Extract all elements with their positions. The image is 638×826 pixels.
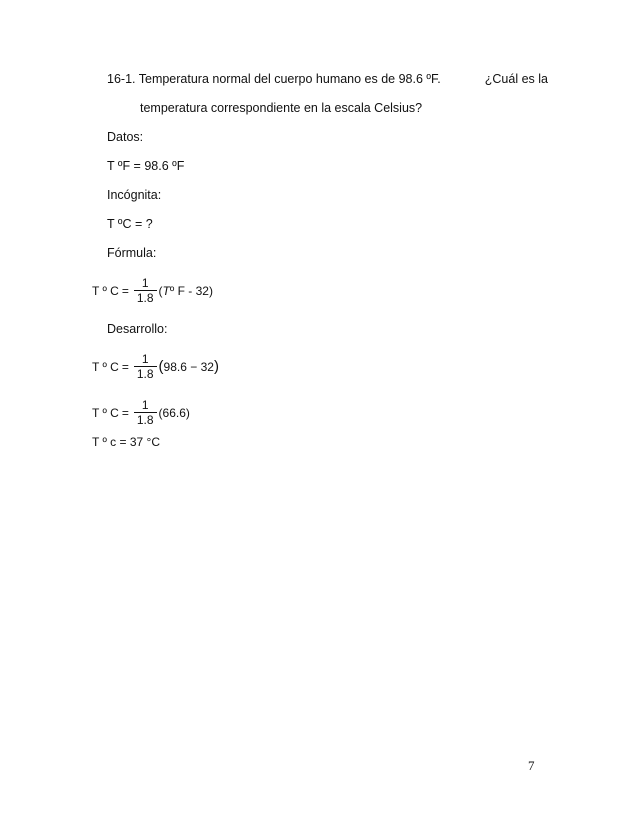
step2-fraction <box>134 398 157 427</box>
problem-statement-line2: temperatura correspondiente en la escala Celsius? <box>140 101 423 115</box>
step1-paren-open: ( <box>158 358 164 375</box>
problem-text: 16-1. Temperatura normal del cuerpo humano es de 98.6 ºF. <box>107 72 441 86</box>
page-number: 7 <box>528 758 535 773</box>
step1-expression: 98.6 − 32 <box>163 359 214 374</box>
formula-lhs: T º C <box>92 283 119 298</box>
result-text: T º c = 37 °C <box>92 435 160 449</box>
incognita-value: T ºC = ? <box>107 217 153 231</box>
problem-statement-line1 <box>107 72 548 86</box>
equals-sign: = <box>121 283 129 298</box>
formula-label: Fórmula: <box>107 246 157 260</box>
development-result <box>92 435 160 449</box>
datos-label: Datos: <box>107 130 144 144</box>
development-step-2 <box>92 398 190 427</box>
equals-sign: = <box>121 359 129 374</box>
datos-value: T ºF = 98.6 ºF <box>107 159 185 173</box>
step2-lhs: T º C <box>92 405 119 420</box>
formula-fraction <box>134 276 157 305</box>
development-step-1 <box>92 352 219 381</box>
step1-lhs: T º C <box>92 359 119 374</box>
equals-sign: = <box>121 405 129 420</box>
formula-rest: º F - 32) <box>169 283 213 298</box>
fraction-numerator: 1 <box>141 352 149 366</box>
incognita-label: Incógnita: <box>107 188 162 202</box>
fraction-denominator: 1.8 <box>134 412 157 427</box>
formula-equation <box>92 276 213 305</box>
formula-variable-t: T <box>162 283 170 298</box>
fraction-denominator: 1.8 <box>134 290 157 305</box>
fraction-numerator: 1 <box>141 398 149 412</box>
step1-paren-close: ) <box>213 358 219 375</box>
fraction-numerator: 1 <box>141 276 149 290</box>
problem-question: ¿Cuál es la <box>484 72 548 86</box>
fraction-denominator: 1.8 <box>134 366 157 381</box>
formula-paren-open: ( <box>158 283 163 298</box>
step2-expression: (66.6) <box>158 405 190 420</box>
step1-fraction <box>134 352 157 381</box>
desarrollo-label: Desarrollo: <box>107 322 168 336</box>
